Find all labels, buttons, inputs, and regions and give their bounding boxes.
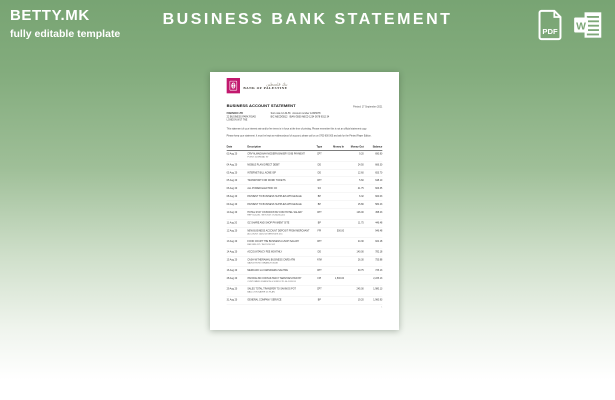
bank-name-arabic: بنك فلسطين	[266, 81, 288, 87]
bank-name: BANK OF PALESTINE	[243, 86, 288, 90]
table-row	[227, 275, 383, 286]
statement-note: This statement of your interest rate and/or fee terms is in force at the time of printing. Please remember this is not an official statement copy.	[226, 127, 367, 130]
transaction-balance: 446.48	[375, 221, 383, 225]
table-row	[227, 296, 383, 304]
account-details	[271, 112, 330, 122]
table-row	[227, 219, 383, 227]
transaction-money-in: 1,500.00	[334, 277, 344, 280]
transaction-money-out: 24.30	[357, 240, 364, 243]
table-header-row	[227, 143, 383, 150]
page-title: BUSINESS BANK STATEMENT	[162, 11, 453, 28]
customer-name: FINANCIO LTD	[226, 112, 243, 115]
transaction-balance: 648.10	[375, 179, 383, 182]
table-row	[227, 193, 383, 201]
transaction-description: INVOICE #40 CONSULTANCY SERVICES PAID BY CUSTOMER JOHNSON & SONS LTD 44-1019-55	[247, 277, 302, 283]
column-header-date: Date	[226, 145, 233, 149]
transaction-type: CPT	[316, 269, 322, 272]
transaction-description: MERCADO LA CARNICERIA SALITRE	[247, 269, 288, 272]
transaction-balance: 725.13	[375, 269, 383, 272]
customer-address	[227, 112, 256, 122]
transaction-balance: 2,225.13	[373, 277, 383, 280]
statement-title: BUSINESS ACCOUNT STATEMENT	[226, 103, 296, 108]
brand-tagline: fully editable template	[10, 28, 121, 40]
transaction-balance: 1,960.93	[373, 298, 383, 301]
transaction-type: CPT	[316, 211, 322, 214]
transaction-type: SO	[317, 187, 322, 190]
transaction-type: DD	[317, 163, 322, 166]
transaction-date: 15 Aug 20	[226, 258, 238, 262]
table-row	[227, 286, 383, 297]
word-icon-label: W	[576, 21, 586, 33]
transaction-date: 16 Aug 20	[226, 269, 238, 272]
transaction-type: DD	[317, 250, 322, 254]
transaction-description: SALES TOTAL TRANSFER TO SAVINGS POT BALLOON SAVER 25 PLAN	[247, 287, 296, 294]
table-row	[227, 185, 383, 193]
transaction-description: OZ SHARE AND SHOP PAYMENT SITE	[247, 221, 290, 225]
transactions	[227, 151, 383, 305]
transaction-balance: 458.23	[375, 211, 383, 214]
download-buttons	[535, 9, 603, 41]
table-row	[227, 151, 383, 162]
transaction-money-in: 500.00	[336, 229, 344, 233]
transaction-money-out: 15.80	[357, 203, 364, 206]
sort-code-line: Sort code 12-34-56 Account number 12345678	[270, 112, 321, 115]
transaction-date: 05 Aug 20	[226, 179, 238, 182]
transaction-money-out: 30.75	[357, 269, 364, 272]
transaction-balance: 922.18	[375, 240, 383, 243]
table-row	[227, 201, 383, 209]
transaction-type: CPT	[316, 152, 322, 156]
customer-street: 22 BUSINESS PARK ROAD	[226, 115, 256, 118]
transaction-balance: 1,980.13	[373, 287, 383, 291]
transaction-money-out: 245.00	[356, 287, 364, 291]
transaction-money-out: 41.75	[357, 187, 364, 190]
transaction-type: CPT	[316, 179, 322, 182]
document-content	[210, 72, 399, 330]
table-row	[227, 238, 383, 249]
table-row	[227, 161, 383, 169]
transaction-date: 31 Aug 20	[226, 298, 238, 301]
column-header-type: Type	[316, 145, 323, 149]
transaction-date: 28 Aug 20	[226, 277, 238, 280]
transaction-description: TRANSPORT FOR WORK TICKETS	[247, 179, 286, 182]
transaction-money-out: 11.75	[357, 221, 364, 225]
pdf-icon-label: PDF	[542, 27, 558, 37]
transaction-type: CPT	[316, 287, 322, 291]
statement-note: Please keep your statement. It must be kept as evidence/proof of account; please call us on 0700 600 000 and ask for the Printed Paper Edition.	[226, 134, 372, 137]
transaction-balance: 690.80	[375, 152, 383, 156]
transaction-balance: 782.18	[375, 250, 383, 254]
transaction-description: ACCOUNTANCY FEE MONTHLY	[247, 250, 283, 254]
transactions-table	[227, 143, 383, 308]
transaction-type: FPI	[317, 229, 322, 233]
transaction-money-out: 126.00	[356, 211, 364, 214]
document-page	[210, 72, 399, 330]
table-row	[227, 227, 383, 238]
transaction-money-out: 26.30	[357, 258, 364, 262]
account-info	[227, 112, 383, 122]
transaction-balance: 653.70	[375, 171, 383, 174]
iban-line: BIC ABCDGB12 IBAN GB00 ABCD 1234 5678 9012 34	[270, 115, 330, 118]
word-download-icon[interactable]	[573, 9, 603, 41]
transaction-description: CRV*ALMADINAH MODERN BAKERY DXB PAYMENT POINT 10 BROAD ST	[247, 152, 305, 159]
transaction-date: 09 Aug 20	[226, 203, 238, 206]
page-number: 1	[381, 305, 383, 308]
transaction-date: 10 Aug 20	[226, 211, 238, 214]
transaction-type: BP	[317, 221, 321, 225]
transaction-date: 13 Aug 20	[226, 240, 238, 243]
transaction-balance: 600.03	[375, 195, 383, 198]
table-row	[227, 169, 383, 177]
transaction-type: ATM	[316, 258, 322, 262]
transaction-type: BP	[317, 298, 321, 301]
bank-header	[227, 78, 383, 93]
transaction-type: FPI	[317, 277, 322, 280]
statement-title-row	[227, 103, 383, 108]
column-header-description: Description	[247, 145, 262, 149]
transaction-date: 03 Aug 20	[226, 152, 238, 156]
transaction-description: HOTEL STAY ON BOOKSTAY.COM HOTEL SALARY REF 554-091 / INVOICE 17-90235-001	[247, 211, 303, 217]
transaction-date: 05 Aug 20	[226, 171, 238, 174]
transaction-type: BP	[317, 203, 321, 206]
transaction-description: PAYMENT TO BUSINESS SUPPLIES WHOLESALE	[247, 195, 302, 198]
transaction-balance: 666.30	[375, 163, 383, 166]
column-header-balance: Balance	[372, 145, 383, 149]
transaction-date: 11 Aug 20	[226, 221, 238, 225]
transaction-date: 29 Aug 20	[226, 287, 238, 291]
pdf-download-icon[interactable]	[535, 9, 565, 41]
transaction-balance: 584.23	[375, 203, 383, 206]
brand-logo: BETTY.MK	[10, 7, 90, 24]
table-row	[227, 267, 383, 275]
transaction-date: 04 Aug 20	[226, 163, 238, 166]
transaction-description: GENERAL COMPANY SERVICE	[247, 298, 282, 301]
transaction-balance: 606.35	[375, 187, 383, 190]
table-row	[227, 177, 383, 185]
column-header-money-in: Money In	[333, 145, 344, 149]
transaction-description: NEW BUSINESS ACCOUNT DEPOSIT FROM MERCHANT ACCOUNT 10057-B SERVICES 551	[247, 229, 310, 235]
transaction-date: 14 Aug 20	[226, 250, 238, 254]
transaction-description: INTERNET BILL ACME ISP	[247, 171, 276, 174]
table-row	[227, 209, 383, 220]
transaction-description: PAYMENT TO BUSINESS SUPPLIES WHOLESALE	[247, 203, 302, 206]
transaction-description: MOBILE PLAN DIRECT DEBIT	[247, 163, 280, 166]
transaction-description: CASH WITHDRAWAL BUSINESS CARD ATM SAVILE ROW / BRANCH 09-88	[247, 258, 296, 265]
transaction-money-out: 5.60	[359, 179, 364, 182]
transaction-type: DD	[317, 171, 322, 174]
transaction-money-out: 24.50	[357, 163, 364, 166]
transaction-description: ALL POWER ELECTRIC CO	[247, 187, 278, 190]
transaction-money-out: 6.32	[359, 195, 364, 198]
table-row	[227, 257, 383, 268]
transaction-money-out: 19.20	[357, 298, 364, 301]
printed-date: Printed: 17 September 2021	[353, 105, 383, 108]
transaction-type: BP	[317, 195, 321, 198]
bank-of-palestine-logo-icon	[227, 78, 240, 93]
transaction-money-out: 12.60	[357, 171, 364, 174]
transaction-date: 12 Aug 20	[226, 229, 238, 233]
customer-city: LONDON W1T 7NE	[226, 118, 248, 122]
transaction-money-out: 9.20	[359, 152, 364, 156]
transaction-date: 08 Aug 20	[226, 195, 238, 198]
transaction-balance: 755.88	[375, 258, 383, 262]
transaction-date: 06 Aug 20	[226, 187, 238, 190]
transaction-type: CPT	[316, 240, 322, 243]
column-header-money-out: Money Out	[350, 145, 364, 149]
transaction-balance: 946.48	[375, 229, 383, 233]
transaction-money-out: 140.00	[356, 250, 364, 254]
table-row	[227, 249, 383, 257]
bank-names	[243, 81, 287, 89]
transaction-description: FOOD COURT THE BUSINESS LUNCH SALARY REF 889-117 / INVOICE 102	[247, 240, 300, 246]
